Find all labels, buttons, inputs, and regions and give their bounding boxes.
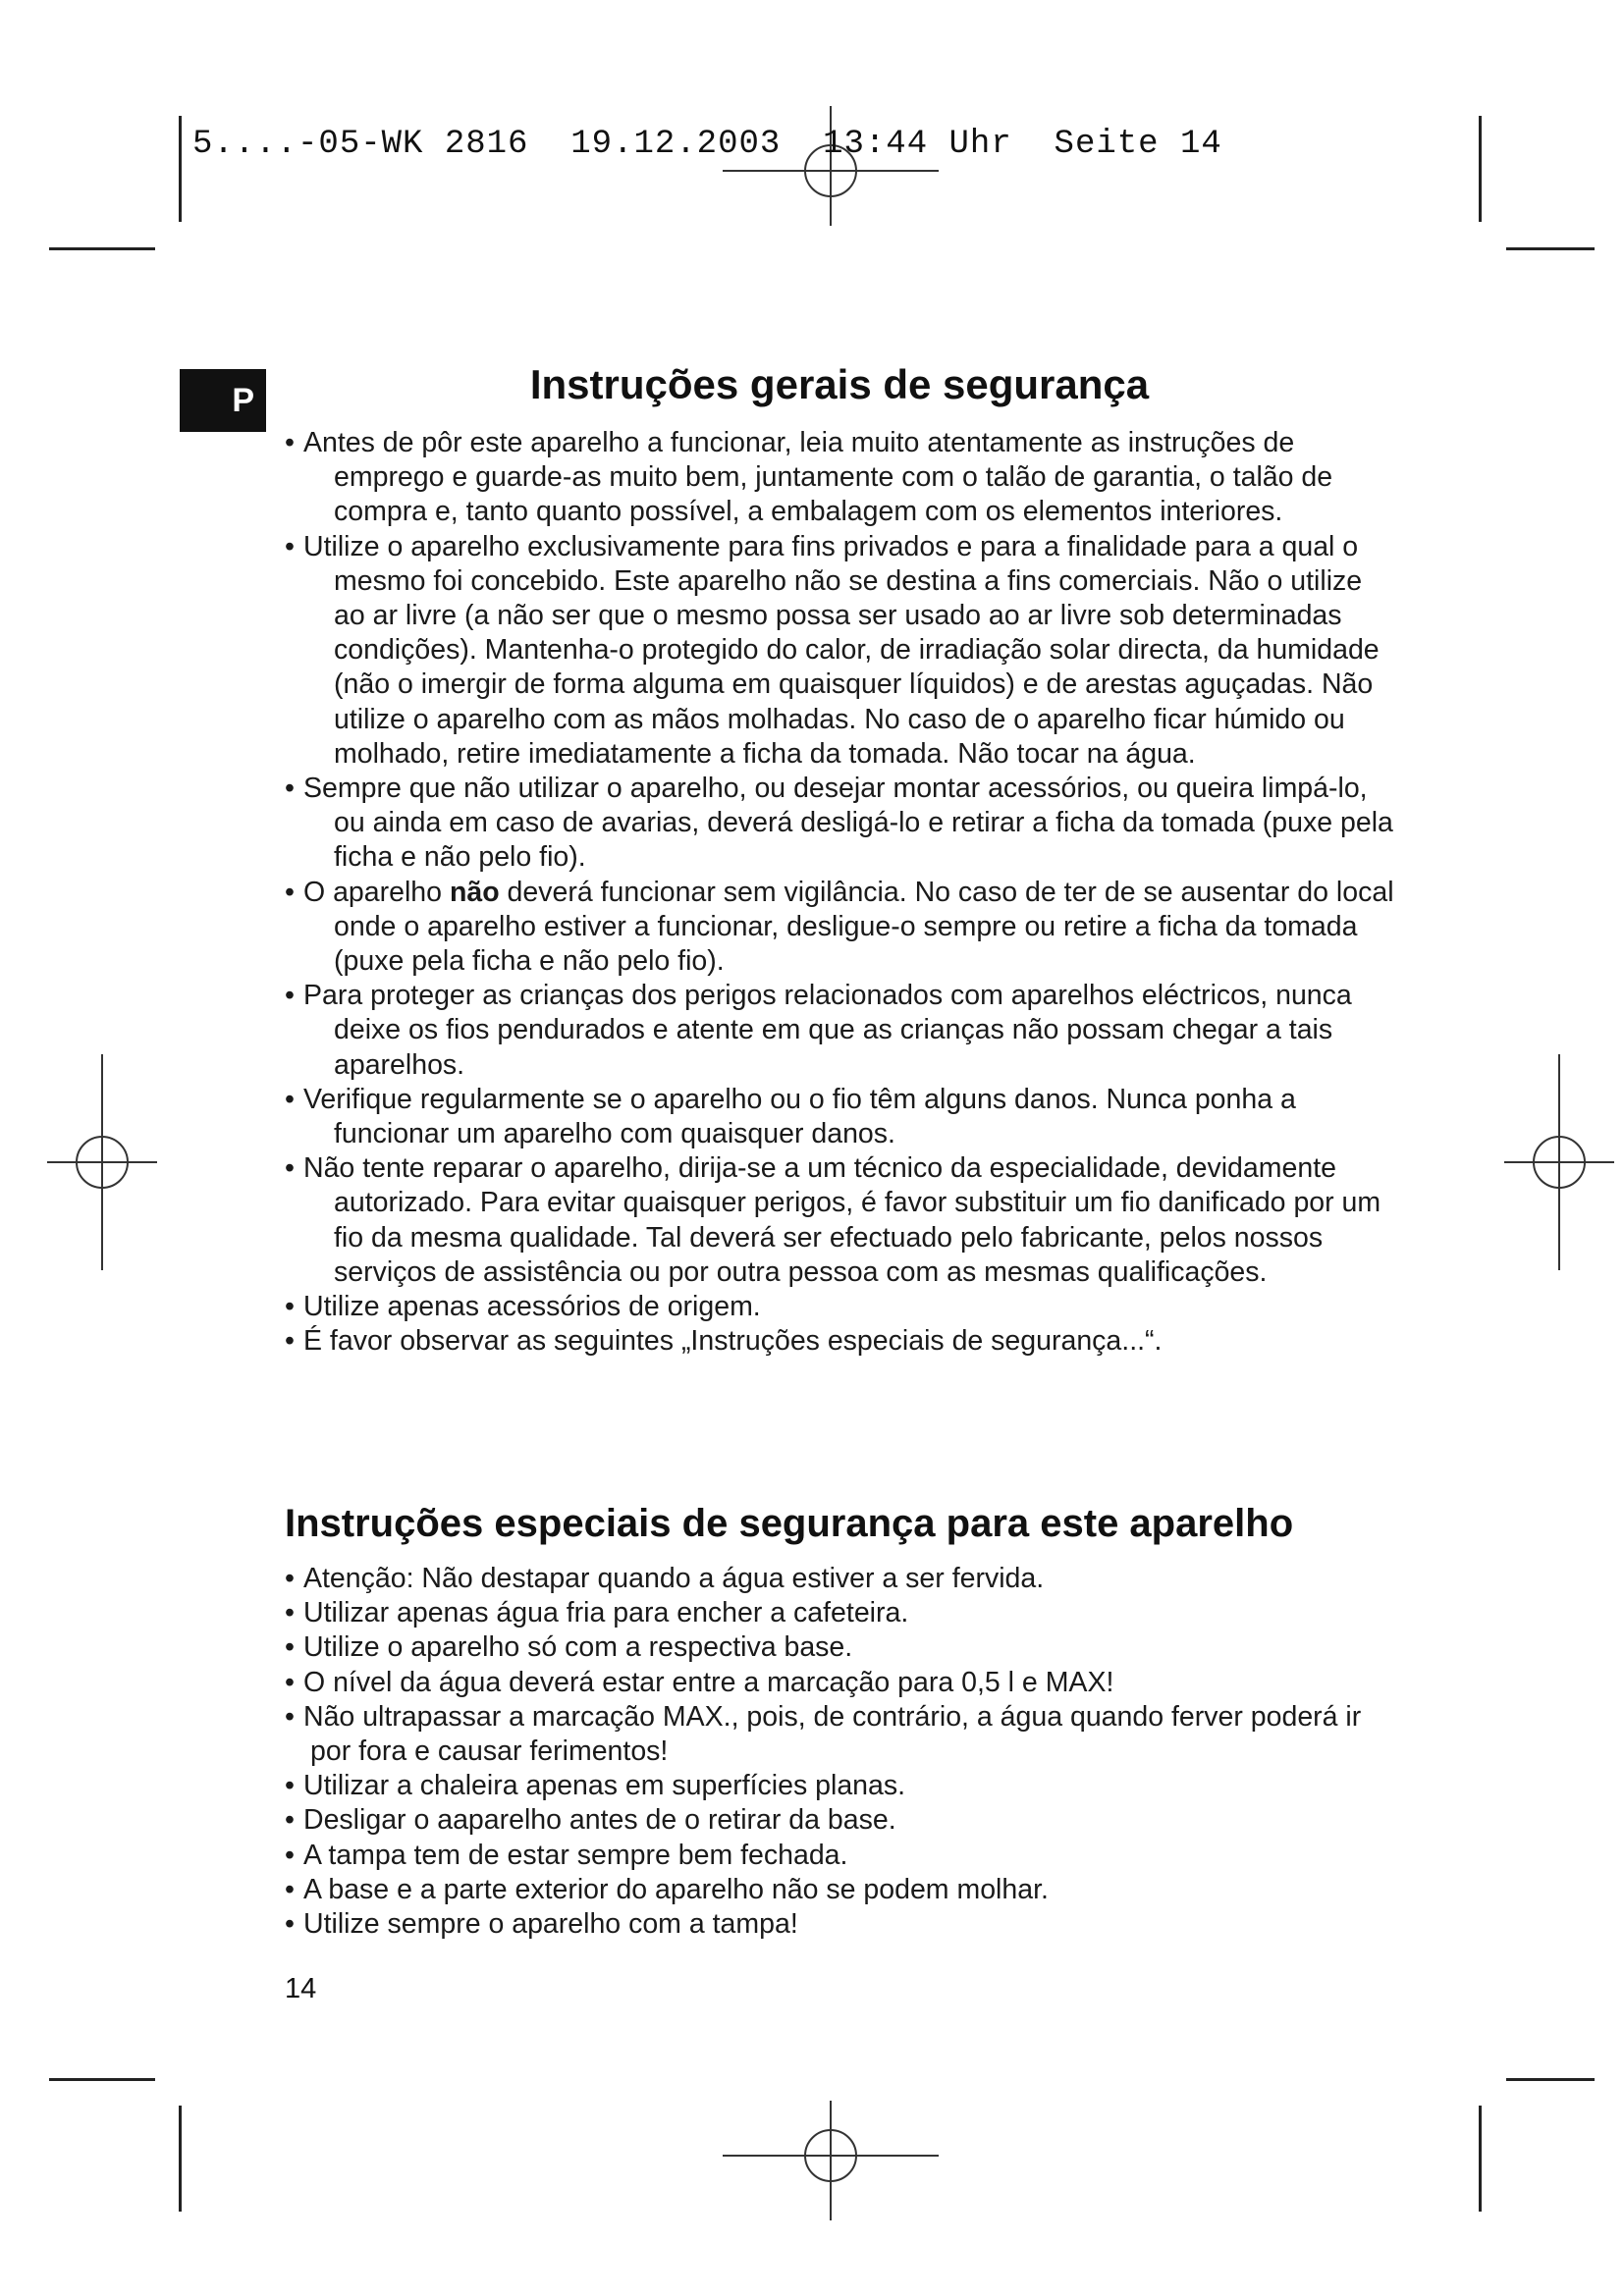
crop-mark-bottom-left-vertical (179, 2106, 182, 2212)
registration-mark-top (723, 106, 939, 226)
registration-mark-bottom (723, 2101, 939, 2220)
crop-mark-bottom-left-horizontal (49, 2078, 155, 2081)
registration-mark-left (47, 1054, 157, 1270)
crop-mark-bottom-right-horizontal (1506, 2078, 1595, 2081)
list-item-text: O aparelho (303, 876, 450, 908)
general-safety-list (285, 426, 1394, 1359)
special-safety-title: Instruções especiais de segurança para este aparelho (285, 1502, 1294, 1545)
language-tab: P (180, 369, 266, 432)
registration-mark-right (1504, 1054, 1614, 1270)
list-item: • Utilizar a chaleira apenas em superfícies planas. (285, 1769, 1394, 1803)
crop-mark-top-right-vertical (1479, 116, 1482, 222)
list-item: • Utilize sempre o aparelho com a tampa! (285, 1907, 1394, 1942)
crop-mark-bottom-right-vertical (1479, 2106, 1482, 2212)
list-item: • Utilize apenas acessórios de origem. (285, 1290, 1394, 1324)
list-item: • Utilize o aparelho só com a respectiva base. (285, 1630, 1394, 1665)
list-item: • Não tente reparar o aparelho, dirija-se a um técnico da especialidade, devidamente autorizado. Para evitar quaisquer perigos, é favor substituir um fio danificado por um fio da mesma qualidade. Tal deverá ser efectuado pelo fabricante, pelos nossos serviços de assistência ou por outra pessoa com as mesmas qualificações. (285, 1151, 1394, 1290)
list-item-text: deverá funcionar sem vigilância. No caso de ter de se ausentar do local onde o aparelho estiver a funcionar, desligue-o sempre ou retire a ficha da tomada (puxe pela ficha e não pelo fio). (334, 876, 1394, 978)
list-item: • A tampa tem de estar sempre bem fechada. (285, 1839, 1394, 1873)
list-item: • Desligar o aaparelho antes de o retirar da base. (285, 1803, 1394, 1838)
list-item: • O nível da água deverá estar entre a marcação para 0,5 l e MAX! (285, 1666, 1394, 1700)
list-item: • É favor observar as seguintes „Instruções especiais de segurança...“. (285, 1324, 1394, 1359)
list-item: • Não ultrapassar a marcação MAX., pois, de contrário, a água quando ferver poderá ir por fora e causar ferimentos! (285, 1700, 1394, 1769)
list-item (285, 876, 1394, 980)
list-item: • Para proteger as crianças dos perigos relacionados com aparelhos eléctricos, nunca deixe os fios pendurados e atente em que as crianças não possam chegar a tais aparelhos. (285, 979, 1394, 1083)
list-item: • Utilize o aparelho exclusivamente para fins privados e para a finalidade para a qual o mesmo foi concebido. Este aparelho não se destina a fins comerciais. Não o utilize ao ar livre (a não ser que o mesmo possa ser usado ao ar livre sob determinadas condições). Mantenha-o protegido do calor, de irradiação solar directa, da humidade (não o imergir de forma alguma em quaisquer líquidos) e de arestas aguçadas. Não utilize o aparelho com as mãos molhadas. No caso de o aparelho ficar húmido ou molhado, retire imediatamente a ficha da tomada. Não tocar na água. (285, 530, 1394, 772)
page-number: 14 (285, 1973, 317, 2004)
list-item: • A base e a parte exterior do aparelho não se podem molhar. (285, 1873, 1394, 1907)
list-item: • Sempre que não utilizar o aparelho, ou desejar montar acessórios, ou queira limpá-lo, ou ainda em caso de avarias, deverá desligá-lo e retirar a ficha da tomada (puxe pela ficha e não pelo fio). (285, 772, 1394, 876)
list-item: • Verifique regularmente se o aparelho ou o fio têm alguns danos. Nunca ponha a funcionar um aparelho com quaisquer danos. (285, 1083, 1394, 1151)
special-safety-list (285, 1562, 1394, 1942)
emphasis-nao: não (449, 876, 500, 908)
crop-mark-top-left-horizontal (49, 247, 155, 250)
crop-mark-top-left-vertical (179, 116, 182, 222)
general-safety-title: Instruções gerais de segurança (529, 361, 1150, 407)
list-item: • Utilizar apenas água fria para encher a cafeteira. (285, 1596, 1394, 1630)
crop-mark-top-right-horizontal (1506, 247, 1595, 250)
list-item: • Antes de pôr este aparelho a funcionar, leia muito atentamente as instruções de emprego e guarde-as muito bem, juntamente com o talão de garantia, o talão de compra e, tanto quanto possível, a embalagem com os elementos interiores. (285, 426, 1394, 530)
print-slug-header: 5....-05-WK 2816 19.12.2003 13:44 Uhr Seite 14 (192, 126, 1222, 163)
list-item: • Atenção: Não destapar quando a água estiver a ser fervida. (285, 1562, 1394, 1596)
